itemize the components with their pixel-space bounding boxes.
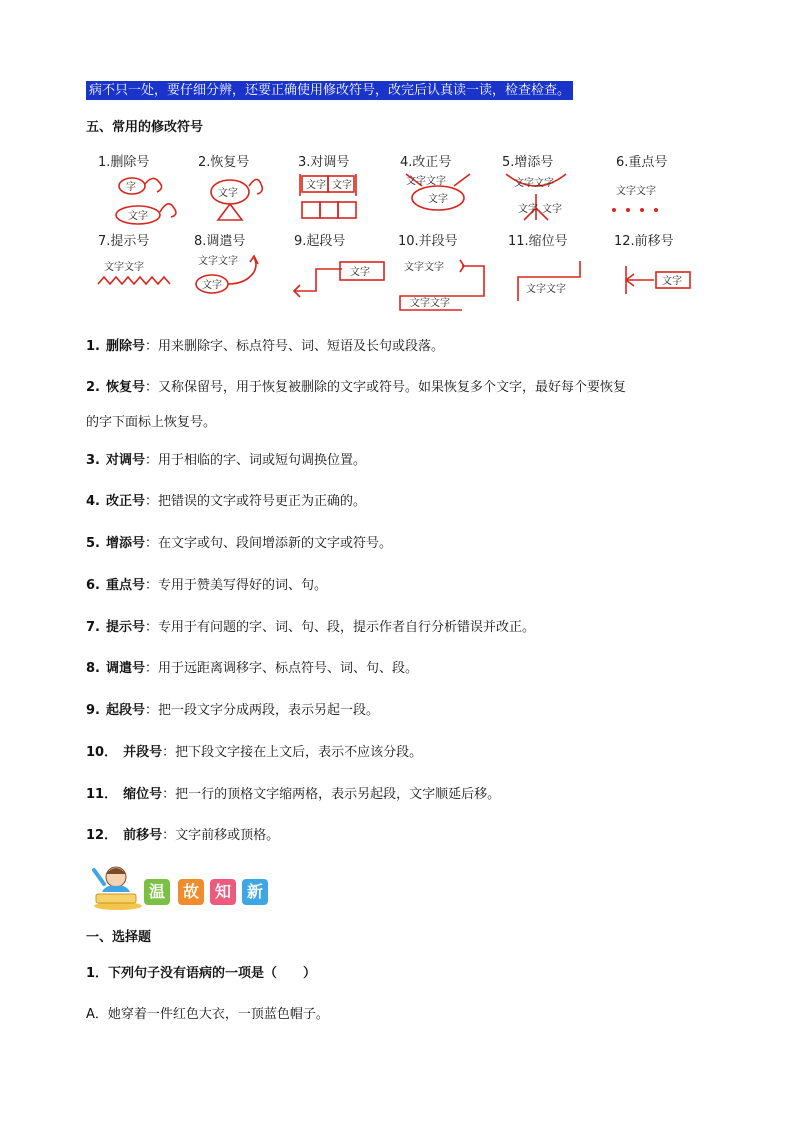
highlighted-instruction-line: 病不只一处，要仔细分辨，还要正确使用修改符号，改完后认真读一读，检查检查。: [86, 81, 573, 100]
mark-label-2: 2.恢复号: [198, 155, 250, 170]
mark-item-2: 2. 恢复号：又称保留号，用于恢复被删除的文字或符号。如果恢复多个文字，最好每个要恢复: [86, 380, 627, 395]
mark-label-12: 12.前移号: [614, 234, 674, 249]
section-title: 五、常用的修改符号: [86, 120, 204, 135]
mark-item-3: 3. 对调号：用于相临的字、词或短句调换位置。: [86, 453, 367, 468]
svg-text:文字文字: 文字文字: [514, 178, 554, 189]
question-1-option-a: A．她穿着一件红色大衣，一顶蓝色帽子。: [86, 1007, 329, 1022]
mark-label-4: 4.改正号: [400, 155, 452, 170]
mark-label-1: 1.删除号: [98, 155, 150, 170]
banner-char-zhi: 知: [210, 879, 236, 905]
svg-text:文字: 文字: [128, 211, 148, 222]
mark-item-1: 1. 删除号：用来删除字、标点符号、词、短语及长句或段落。: [86, 339, 445, 354]
svg-text:文字文字: 文字文字: [198, 256, 238, 267]
svg-text:文字: 文字: [428, 194, 448, 205]
mark-item-5: 5. 增添号：在文字或句、段间增添新的文字或符号。: [86, 536, 393, 551]
mark-item-10: 10． 并段号：把下段文字接在上文后，表示不应该分段。: [86, 745, 423, 760]
svg-text:字: 字: [126, 182, 136, 193]
mark-label-11: 11.缩位号: [508, 234, 568, 249]
revision-marks-illustration: [94, 146, 702, 318]
review-banner: [88, 862, 288, 912]
mark-label-6: 6.重点号: [616, 155, 668, 170]
mark-label-10: 10.并段号: [398, 234, 458, 249]
mark-label-9: 9.起段号: [294, 234, 346, 249]
svg-text:文字: 文字: [202, 280, 222, 291]
mark-label-5: 5.增添号: [502, 155, 554, 170]
mark-item-4: 4. 改正号：把错误的文字或符号更正为正确的。: [86, 494, 367, 509]
svg-text:文字: 文字: [218, 188, 238, 199]
svg-text:文字: 文字: [662, 276, 682, 287]
svg-text:文字文字: 文字文字: [410, 298, 450, 309]
svg-text:文字文字: 文字文字: [526, 284, 566, 295]
mark-item-11: 11． 缩位号：把一行的顶格文字缩两格，表示另起段，文字顺延后移。: [86, 787, 501, 802]
mark-label-3: 3.对调号: [298, 155, 350, 170]
svg-text:文字: 文字: [542, 204, 562, 215]
svg-text:文字: 文字: [332, 180, 352, 191]
banner-char-gu: 故: [178, 879, 204, 905]
banner-char-xin: 新: [242, 879, 268, 905]
mark-item-7: 7. 提示号：专用于有问题的字、词、句、段，提示作者自行分析错误并改正。: [86, 620, 536, 635]
mark-item-12: 12． 前移号：文字前移或顶格。: [86, 828, 280, 843]
svg-text:文字文字: 文字文字: [406, 176, 446, 187]
mark-item-9: 9. 起段号：把一段文字分成两段，表示另起一段。: [86, 703, 380, 718]
mark-item-6: 6. 重点号：专用于赞美写得好的词、句。: [86, 578, 328, 593]
exercise-section-title: 一、选择题: [86, 930, 152, 945]
banner-char-wen: 温: [144, 879, 170, 905]
svg-text:文字: 文字: [350, 267, 370, 278]
mark-label-7: 7.提示号: [98, 234, 150, 249]
student-reading-icon: [88, 862, 142, 912]
mark-item-2-continued: 的字下面标上恢复号。: [86, 415, 217, 430]
svg-text:文字: 文字: [306, 180, 326, 191]
question-1: 1．下列句子没有语病的一项是（ ）: [86, 966, 317, 981]
mark-label-8: 8.调遣号: [194, 234, 246, 249]
svg-text:文字: 文字: [518, 204, 538, 215]
svg-text:文字文字: 文字文字: [104, 262, 144, 273]
svg-text:文字文字: 文字文字: [404, 262, 444, 273]
svg-text:文字文字: 文字文字: [616, 186, 656, 197]
mark-item-8: 8. 调遣号：用于远距离调移字、标点符号、词、句、段。: [86, 661, 419, 676]
